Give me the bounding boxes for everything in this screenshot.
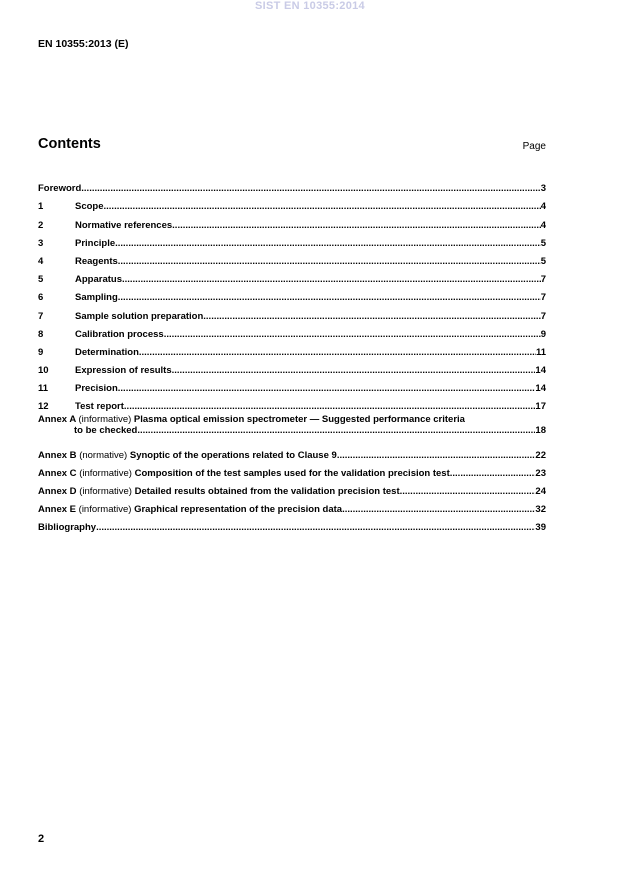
toc-entry-title: Bibliography xyxy=(38,522,97,534)
toc-entry-page: 5 xyxy=(540,237,546,249)
annex-label xyxy=(38,450,130,461)
toc-entry-page: 22 xyxy=(535,449,546,461)
toc-entry-number: 3 xyxy=(38,237,44,249)
toc-leader xyxy=(172,220,541,231)
toc-entry-apparatus[interactable] xyxy=(38,267,546,285)
toc-entry-title: Determination xyxy=(75,346,139,358)
annex-type: (normative) xyxy=(79,449,128,461)
document-id: EN 10355:2013 (E) xyxy=(38,38,129,50)
toc-leader xyxy=(203,311,540,322)
toc-entry-sampling[interactable] xyxy=(38,285,546,303)
toc-entry-number: 12 xyxy=(38,401,49,413)
table-of-contents xyxy=(38,176,546,533)
toc-entry-page: 3 xyxy=(540,183,546,195)
toc-leader xyxy=(342,504,535,515)
toc-entry-page: 17 xyxy=(535,401,546,413)
watermark: SIST EN 10355:2014 xyxy=(255,0,365,12)
toc-entry-test-report[interactable] xyxy=(38,394,546,412)
toc-entry-title: Reagents xyxy=(75,255,118,267)
toc-leader xyxy=(450,468,536,479)
toc-entry-calibration-process[interactable] xyxy=(38,322,546,340)
toc-annex-a[interactable] xyxy=(38,412,546,436)
toc-leader xyxy=(104,201,541,212)
contents-title: Contents xyxy=(38,136,101,152)
toc-entry-number: 1 xyxy=(38,201,44,213)
toc-entry-number: 6 xyxy=(38,292,44,304)
toc-entry-page: 23 xyxy=(535,467,546,479)
toc-leader xyxy=(118,292,541,303)
toc-entry-precision[interactable] xyxy=(38,376,546,394)
toc-entry-title: Precision xyxy=(75,383,118,395)
toc-entry-title: Apparatus xyxy=(75,274,122,286)
annex-key: Annex E xyxy=(38,504,77,516)
toc-entry-title: Sampling xyxy=(75,292,118,304)
toc-entry-foreword[interactable] xyxy=(38,176,546,194)
toc-leader xyxy=(337,450,536,461)
toc-entry-number: 5 xyxy=(38,274,44,286)
toc-leader xyxy=(124,401,536,412)
toc-entry-title: Synoptic of the operations related to Clause 9 xyxy=(129,449,337,461)
toc-entry-page: 24 xyxy=(535,486,546,497)
toc-annex-c[interactable] xyxy=(38,461,546,479)
toc-entry-page: 4 xyxy=(540,201,546,213)
toc-entry-bibliography[interactable] xyxy=(38,515,546,533)
toc-entry-page: 14 xyxy=(535,365,546,377)
toc-entry-number: 9 xyxy=(38,346,44,358)
toc-entry-page: 7 xyxy=(540,274,546,286)
annex-type: (informative) xyxy=(79,486,132,497)
toc-entry-page: 39 xyxy=(535,522,546,534)
toc-entry-title: Graphical representation of the precision data xyxy=(134,504,343,516)
annex-key: Annex A xyxy=(38,414,76,426)
toc-entry-number: 10 xyxy=(38,365,49,377)
toc-entry-number: 7 xyxy=(38,310,44,322)
toc-entry-page: 5 xyxy=(540,255,546,267)
toc-entry-title: Normative references xyxy=(75,219,173,231)
toc-entry-title: Sample solution preparation xyxy=(75,310,204,322)
toc-entry-number: 11 xyxy=(38,383,49,395)
toc-leader xyxy=(122,274,541,285)
toc-leader xyxy=(172,365,536,376)
toc-entry-title: Calibration process xyxy=(75,328,164,340)
annex-type: (informative) xyxy=(79,467,132,479)
toc-entry-page: 7 xyxy=(540,310,546,322)
annex-label xyxy=(38,414,134,425)
page-column-label: Page xyxy=(522,141,546,152)
toc-entry-title-continued: to be checked xyxy=(74,425,138,437)
annex-key: Annex D xyxy=(38,486,77,497)
annex-label xyxy=(38,486,135,497)
annex-key: Annex C xyxy=(38,467,77,479)
toc-entry-page: 11 xyxy=(535,346,546,358)
toc-entry-title: Scope xyxy=(75,201,104,213)
toc-leader xyxy=(115,238,541,249)
toc-entry-title: Composition of the test samples used for the validation precision test xyxy=(134,467,450,479)
page-number: 2 xyxy=(38,833,45,845)
toc-entry-page: 14 xyxy=(535,383,546,395)
toc-entry-title: Plasma optical emission spectrometer — Suggested performance criteria xyxy=(133,414,465,426)
toc-entry-title: Test report xyxy=(75,401,124,413)
toc-entry-determination[interactable] xyxy=(38,340,546,358)
toc-entry-reagents[interactable] xyxy=(38,249,546,267)
toc-entry-normative-references[interactable] xyxy=(38,212,546,230)
annex-type: (informative) xyxy=(78,414,132,426)
toc-entry-expression-of-results[interactable] xyxy=(38,358,546,376)
toc-annex-d[interactable] xyxy=(38,479,546,497)
toc-leader xyxy=(400,486,536,497)
toc-entry-page: 4 xyxy=(540,219,546,231)
toc-entry-title: Expression of results xyxy=(75,365,172,377)
toc-leader xyxy=(164,329,541,340)
toc-annex-b[interactable] xyxy=(38,442,546,460)
toc-leader xyxy=(139,347,536,358)
annex-label xyxy=(38,504,134,515)
toc-leader xyxy=(118,383,536,394)
toc-entry-title: Principle xyxy=(75,237,116,249)
annex-label xyxy=(38,468,135,479)
toc-entry-number: 2 xyxy=(38,219,44,231)
toc-leader xyxy=(81,183,540,194)
toc-entry-page: 18 xyxy=(535,425,546,437)
toc-entry-number: 8 xyxy=(38,328,44,340)
toc-entry-sample-solution-preparation[interactable] xyxy=(38,303,546,321)
toc-entry-title: Detailed results obtained from the validation precision test xyxy=(134,486,400,497)
toc-leader xyxy=(96,522,535,533)
toc-leader xyxy=(137,425,535,436)
toc-entry-page: 7 xyxy=(540,292,546,304)
toc-entry-number: 4 xyxy=(38,255,44,267)
toc-entry-page: 32 xyxy=(535,504,546,516)
annex-key: Annex B xyxy=(38,449,77,461)
toc-entry-title: Foreword xyxy=(38,183,82,195)
toc-leader xyxy=(118,256,541,267)
toc-entry-scope[interactable] xyxy=(38,194,546,212)
toc-entry-principle[interactable] xyxy=(38,231,546,249)
toc-annex-e[interactable] xyxy=(38,497,546,515)
toc-entry-page: 9 xyxy=(540,328,546,340)
annex-type: (informative) xyxy=(78,504,132,516)
